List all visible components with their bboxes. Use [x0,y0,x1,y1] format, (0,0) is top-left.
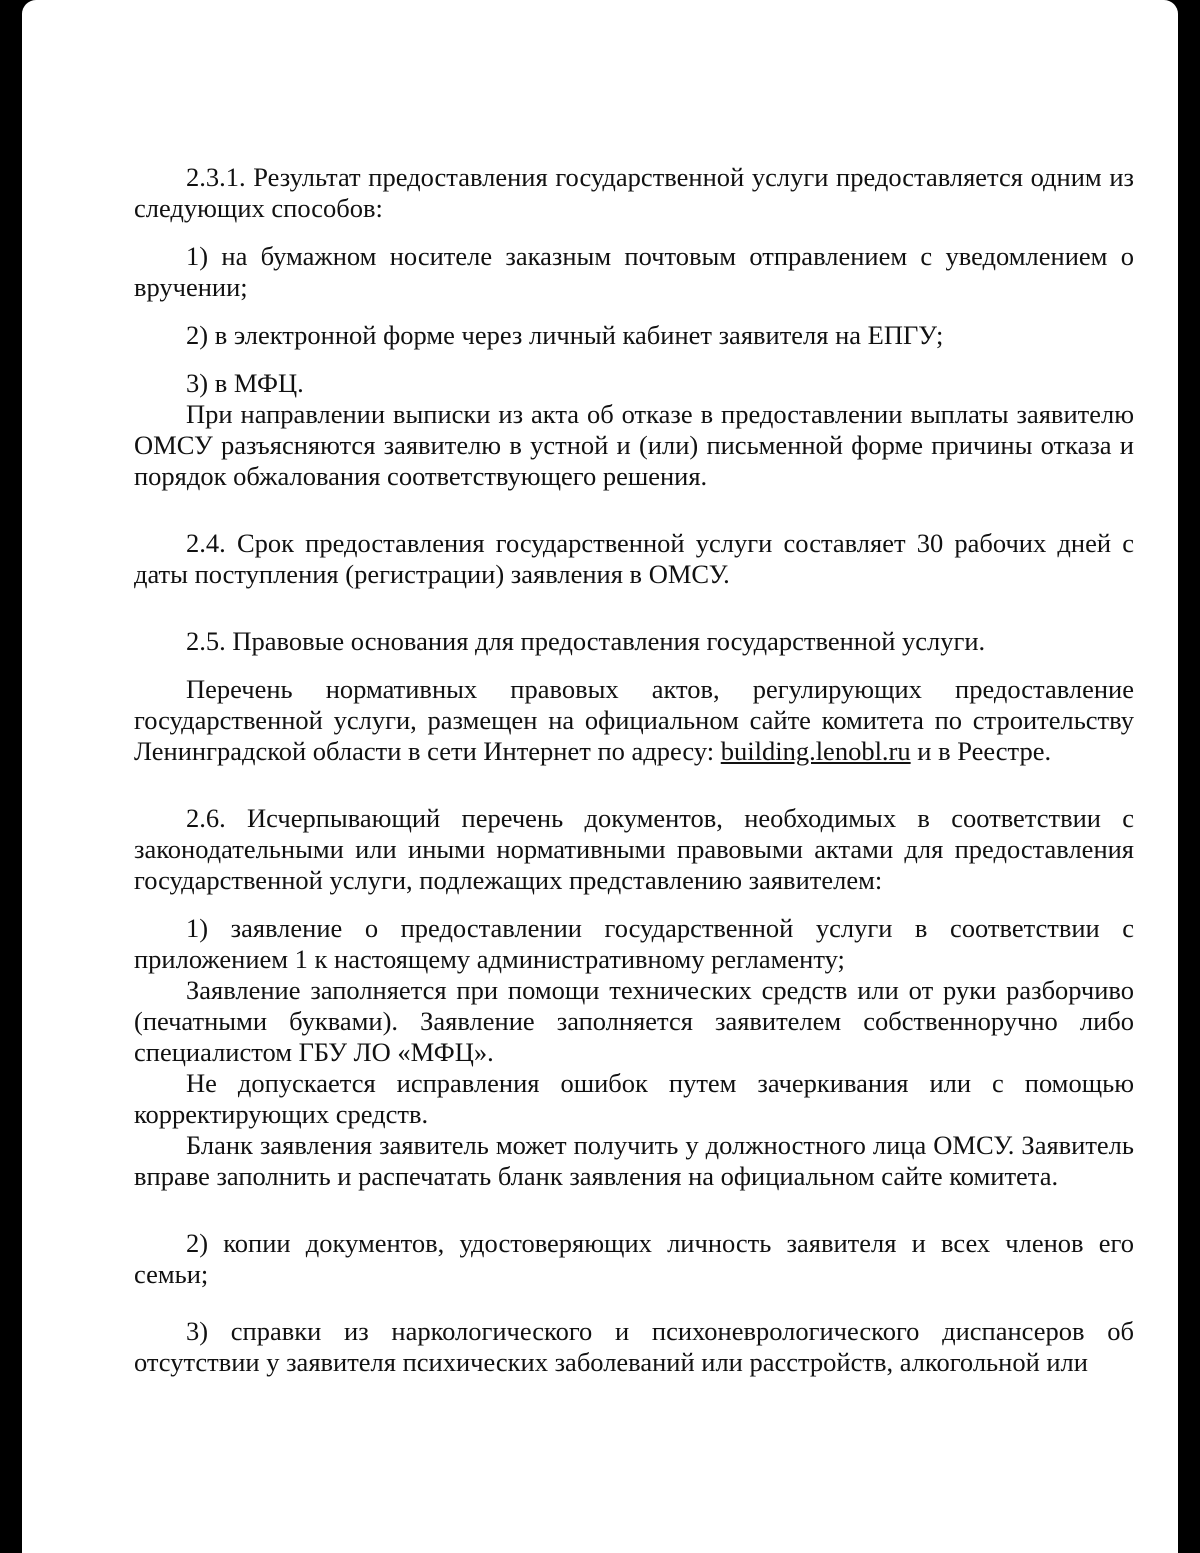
required-document-1: 1) заявление о предоставлении государственной услуги в соответствии с приложением 1 к настоящему административному регламенту; [134,913,1134,974]
paragraph-2-5: 2.5. Правовые основания для предоставления государственной услуги. [186,626,986,656]
refusal-paragraph: При направлении выписки из акта об отказе в предоставлении выплаты заявителю ОМСУ разъясняются заявителю в устной и (или) письменной форме причины отказа и порядок обжалования соответствующего решения. [134,399,1134,491]
application-fill-rules: Заявление заполняется при помощи технических средств или от руки разборчиво (печатными буквами). Заявление заполняется заявителем собственноручно либо специалистом ГБУ ЛО «МФЦ». [134,975,1134,1067]
required-document-3: 3) справки из наркологического и психоневрологического диспансеров об отсутствии у заявителя психических заболеваний или расстройств, алкогольной или [134,1316,1134,1377]
legal-acts-text: Перечень нормативных правовых актов, регулирующих предоставление государственной услуги, размещен на официальном сайте комитета по строительству Ленинградской области в сети Интернет по адресу: [134,674,1134,766]
legal-acts-paragraph [134,674,1134,767]
paragraph-2-6: 2.6. Исчерпывающий перечень документов, необходимых в соответствии с законодательными или иными нормативными правовыми актами для предоставления государственной услуги, подлежащих представлению заявителем: [134,803,1134,895]
delivery-method-1: 1) на бумажном носителе заказным почтовым отправлением с уведомлением о вручении; [134,241,1134,302]
document-page [22,0,1178,1553]
delivery-method-2: 2) в электронной форме через личный кабинет заявителя на ЕПГУ; [186,320,944,350]
paragraph-2-4: 2.4. Срок предоставления государственной услуги составляет 30 рабочих дней с даты поступления (регистрации) заявления в ОМСУ. [134,528,1134,589]
document-body [134,162,1134,1378]
delivery-method-3: 3) в МФЦ. [186,368,304,398]
building-lenobl-link[interactable]: building.lenobl.ru [720,736,911,766]
application-form-info: Бланк заявления заявитель может получить у должностного лица ОМСУ. Заявитель вправе заполнить и распечатать бланк заявления на официальном сайте комитета. [134,1130,1134,1191]
required-document-2: 2) копии документов, удостоверяющих личность заявителя и всех членов его семьи; [134,1228,1134,1289]
legal-acts-text-end: и в Реестре. [910,736,1052,766]
paragraph-2-3-1: 2.3.1. Результат предоставления государственной услуги предоставляется одним из следующих способов: [134,162,1134,223]
corrections-rule: Не допускается исправления ошибок путем зачеркивания или с помощью корректирующих средств. [134,1068,1134,1129]
